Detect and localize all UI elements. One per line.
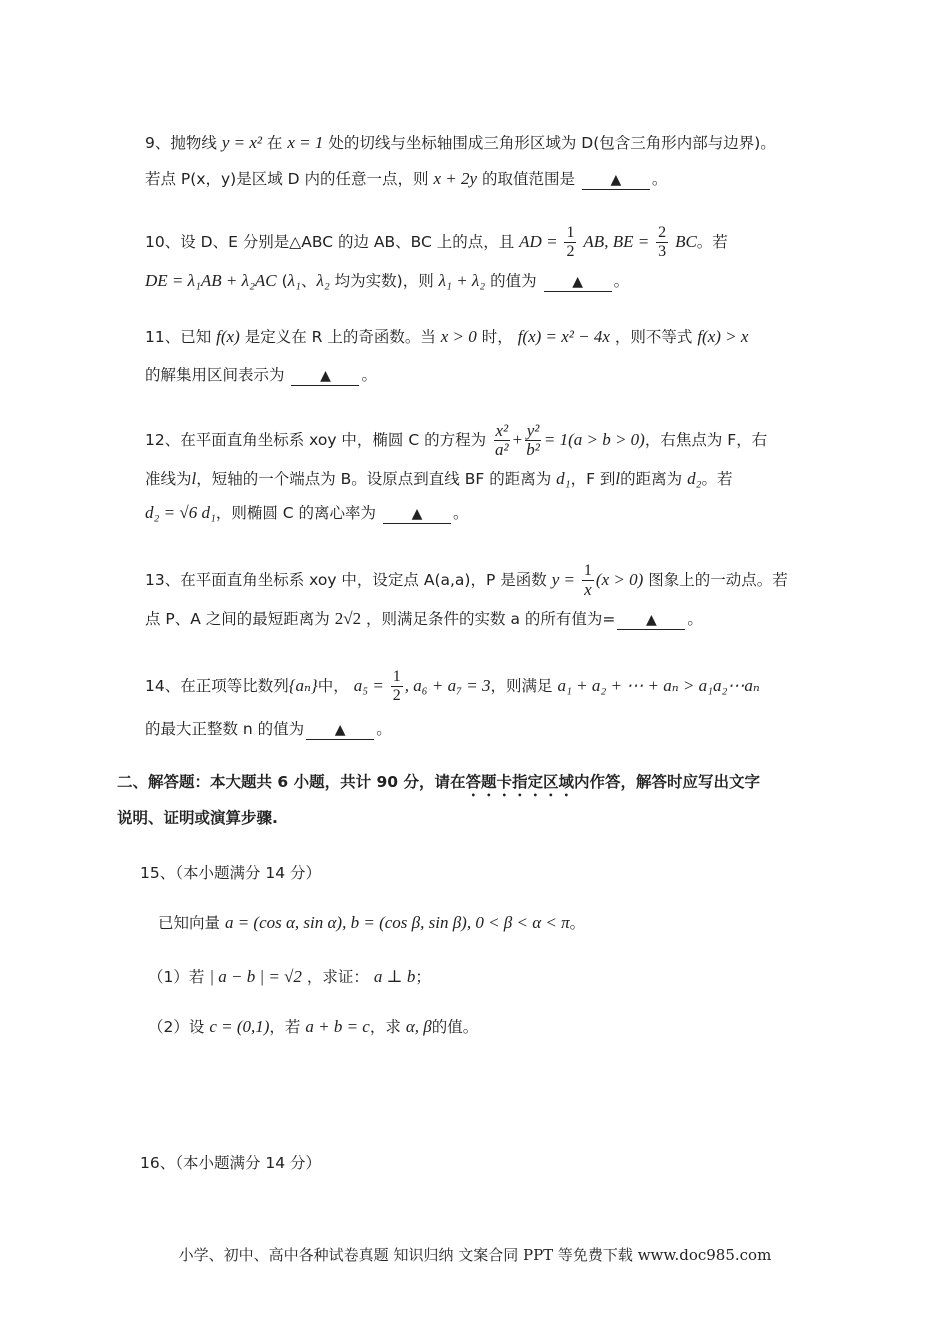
q10-end: 。	[613, 272, 630, 290]
section2-line1	[117, 771, 760, 800]
q14-text-d: 的最大正整数 n 的值为	[145, 720, 305, 738]
q9-line1	[145, 132, 776, 154]
q9-text-d: 若点 P(x，y)是区域 D 内的任意一点，则	[145, 170, 429, 188]
q11-math-def: f(x) = x² − 4x	[517, 327, 610, 346]
q15-p2-text-a: （2）设	[148, 1018, 205, 1036]
q9-text-c: 处的切线与坐标轴围成三角形区域为 D(包含三角形内部与边界)。	[328, 134, 776, 152]
q14-text-b: 中，	[317, 677, 349, 695]
q13-line1	[145, 562, 788, 599]
q15-p2-math-c: c = (0,1)	[209, 1017, 270, 1036]
q14-fraction	[391, 668, 403, 705]
q14-frac-num: 1	[392, 668, 401, 685]
q12-math-d1: d₁	[556, 469, 571, 488]
q14-frac-den: 2	[392, 687, 401, 704]
q12-text-g: 。若	[701, 470, 733, 488]
q12-answer-blank: ▲	[383, 505, 451, 524]
q12-math-l-2: l	[615, 469, 621, 488]
q15-math-vectors: a = (cos α, sin α), b = (cos β, sin β), 0 < β < α < π	[224, 913, 570, 932]
q12-end: 。	[453, 504, 469, 522]
q9-line2	[145, 168, 667, 190]
q15-p2-text-b: ，若	[269, 1018, 301, 1036]
q12-plus: +	[512, 430, 523, 449]
q12-text-e: ，F 到	[570, 470, 616, 488]
q13-text-c: 点 P、A 之间的最短距离为	[145, 610, 330, 628]
q12-math-l: l	[191, 469, 197, 488]
q10-frac1-den: 2	[566, 243, 575, 260]
q12-line2	[145, 468, 733, 490]
q11-text-e: 的解集用区间表示为	[145, 366, 285, 384]
q13-text-d: ，则满足条件的实数 a 的所有值为=	[366, 610, 616, 628]
q12-text-h: ，则椭圆 C 的离心率为	[215, 504, 377, 522]
q13-math-domain: (x > 0)	[595, 570, 644, 589]
q15-stem	[158, 912, 585, 934]
q10-math-l2: λ₂	[316, 271, 330, 290]
q11-math-ineq: f(x) > x	[697, 327, 749, 346]
q14-text-a: 14、在正项等比数列	[145, 677, 289, 695]
q9-end: 。	[651, 170, 668, 188]
q15-p2-math-ab: α, β	[405, 1017, 432, 1036]
q10-text-b: 。若	[696, 233, 728, 251]
q10-text-a: 10、设 D、E 分别是△ABC 的边 AB、BC 上的点，且	[145, 233, 515, 251]
section2-text-c: 说明、证明或演算步骤.	[117, 809, 278, 827]
q12-fraction-x	[493, 422, 511, 459]
q13-frac-num: 1	[583, 562, 592, 579]
q10-math-sum: λ₁ + λ₂	[438, 271, 486, 290]
q15-p1-math-perp: a ⊥ b	[373, 967, 416, 986]
q14-math-ineq: a₁ + a₂ + ⋯ + aₙ > a₁a₂⋯aₙ	[557, 676, 760, 695]
q12-math-rel: d₂ = √6 d₁	[145, 503, 216, 522]
section2-line2	[117, 807, 278, 829]
q12-text-a: 12、在平面直角坐标系 xoy 中，椭圆 C 的方程为	[145, 431, 487, 449]
q10-line2	[145, 270, 629, 292]
q11-text-a: 11、已知	[145, 328, 212, 346]
q12-fraction-y	[524, 422, 542, 459]
q15-title	[140, 862, 321, 884]
q10-math-l1: λ₁	[287, 271, 301, 290]
q15-part1	[148, 966, 431, 988]
q12-line1	[145, 422, 767, 459]
q10-frac1-num: 1	[566, 224, 575, 241]
q12-frac2-den: b²	[526, 440, 540, 459]
q11-answer-blank: ▲	[291, 367, 359, 386]
q11-line2	[145, 364, 377, 386]
q11-end: 。	[361, 366, 377, 384]
q9-text-e: 的取值范围是	[481, 170, 575, 188]
q12-line3	[145, 502, 469, 524]
q10-text-c: (	[281, 272, 288, 290]
q9-answer-blank: ▲	[582, 171, 650, 190]
q14-end: 。	[376, 720, 392, 738]
q11-text-d: ，则不等式	[614, 328, 693, 346]
q10-math-ab-be: AB, BE =	[583, 232, 650, 251]
q12-text-d: ，短轴的一个端点为 B。设原点到直线 BF 的距离为	[196, 470, 552, 488]
q16-title-text: 16、（本小题满分 14 分）	[140, 1154, 322, 1172]
q13-fraction	[582, 562, 594, 599]
q15-p1-text-b: ，求证：	[306, 968, 369, 986]
q14-math-a5: a₅ =	[353, 676, 384, 695]
q14-math-seq: {aₙ}	[288, 676, 318, 695]
q15-p2-text-d: 的值。	[431, 1018, 479, 1036]
q15-p2-text-c: ，求	[369, 1018, 401, 1036]
q15-p1-text-a: （1）若	[148, 968, 205, 986]
section2-text-a: 二、解答题：本大题共 6 小题，共计 90 分，请在	[117, 773, 466, 791]
q9-math-expr: x + 2y	[433, 169, 478, 188]
q12-math-d2: d₂	[687, 469, 702, 488]
q15-text-b: 。	[569, 914, 586, 932]
q14-line2	[145, 718, 392, 740]
q10-math-de: DE = λ₁AB + λ₂AC	[145, 271, 277, 290]
q13-line2	[145, 608, 703, 630]
q11-line1	[145, 326, 748, 348]
q11-math-fx: f(x)	[216, 327, 240, 346]
q14-math-a6a7: , a₆ + a₇ = 3	[404, 676, 491, 695]
q10-math-bc: BC	[675, 232, 697, 251]
q10-fraction-2	[656, 224, 668, 261]
q14-answer-blank: ▲	[306, 721, 374, 740]
q11-math-xgt0: x > 0	[440, 327, 477, 346]
q13-text-a: 13、在平面直角坐标系 xoy 中，设定点 A(a,a)，P 是函数	[145, 571, 547, 589]
section2-dotted-text: 答题卡指定区域	[465, 773, 574, 791]
q14-line1	[145, 668, 760, 705]
q13-math-dist: 2√2	[334, 609, 362, 628]
q9-math-parabola: y = x²	[221, 133, 262, 152]
q10-math-ad: AD =	[519, 232, 558, 251]
q11-text-b: 是定义在 R 上的奇函数。当	[244, 328, 436, 346]
q15-text-a: 已知向量	[158, 914, 221, 932]
q9-text-a: 9、抛物线	[145, 134, 217, 152]
q12-math-cond: = 1(a > b > 0)	[543, 430, 645, 449]
q12-frac2-num: y²	[526, 421, 540, 440]
q13-end: 。	[687, 610, 703, 628]
q14-text-c: ，则满足	[490, 677, 553, 695]
q10-answer-blank: ▲	[544, 273, 612, 292]
q10-text-f: 的值为	[490, 272, 537, 290]
q13-text-b: 图象上的一动点。若	[648, 571, 788, 589]
page-footer: 小学、初中、高中各种试卷真题 知识归纳 文案合同 PPT 等免费下载 www.doc985.com	[178, 1246, 772, 1264]
q15-part2	[148, 1016, 478, 1038]
q15-title-text: 15、（本小题满分 14 分）	[140, 864, 322, 882]
q10-frac2-num: 2	[658, 224, 667, 241]
q13-math-y: y =	[551, 570, 575, 589]
q10-fraction-1	[564, 224, 576, 261]
q12-frac1-num: x²	[495, 421, 509, 440]
q12-frac1-den: a²	[495, 440, 509, 459]
q13-answer-blank: ▲	[617, 611, 685, 630]
q11-text-c: 时，	[481, 328, 513, 346]
q10-text-d: 、	[300, 272, 317, 290]
q10-frac2-den: 3	[658, 243, 667, 260]
q13-frac-den: x	[584, 580, 592, 599]
q10-text-e: 均为实数)，则	[334, 272, 434, 290]
q16-title	[140, 1152, 321, 1174]
q15-p2-math-sum: a + b = c	[305, 1017, 370, 1036]
q9-text-b: 在	[266, 134, 283, 152]
q12-text-b: ，右焦点为 F，右	[644, 431, 768, 449]
q12-text-c: 准线为	[145, 470, 192, 488]
q10-line1	[145, 224, 728, 261]
q9-math-x1: x = 1	[287, 133, 324, 152]
section2-text-b: 内作答，解答时应写出文字	[573, 773, 760, 791]
q15-p1-math-cond: | a − b | = √2	[209, 967, 302, 986]
q12-text-f: 的距离为	[620, 470, 683, 488]
q15-p1-text-c: ；	[415, 968, 431, 986]
